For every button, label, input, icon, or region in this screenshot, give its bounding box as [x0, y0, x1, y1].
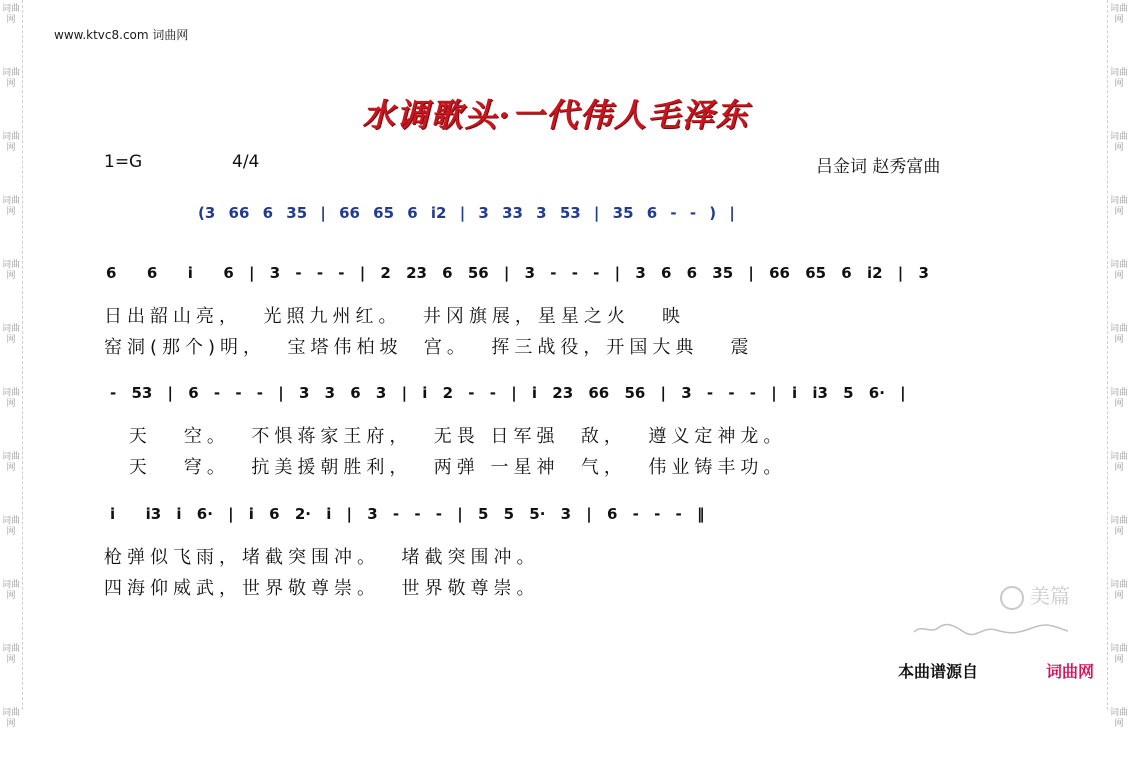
watermark-text: 词曲网 [1109, 452, 1128, 473]
lyric-line-3b: 四海仰威武，世界敬尊崇。 世界敬尊崇。 [104, 578, 540, 599]
notation-line-2: - 53 | 6 - - - | 3 3 6 3 | i 2 - - | i 23 66 56 | 3 - - - | i i3 5 6· | [110, 384, 906, 402]
meipian-logo [1000, 580, 1070, 610]
lyric-line-1a: 日出韶山亮， 光照九州红。 井冈旗展，星星之火 映 [104, 306, 686, 327]
logo-circle-icon [1000, 586, 1024, 610]
watermark-text: 词曲网 [1109, 324, 1128, 345]
watermark-text: 词曲网 [1109, 388, 1128, 409]
watermark-text: 词曲网 [1109, 260, 1128, 281]
watermark-text: 词曲网 [1109, 708, 1128, 729]
time-signature: 4/4 [232, 152, 260, 172]
watermark-text: 词曲网 [1109, 4, 1128, 25]
watermark-text: 词曲网 [1109, 516, 1128, 537]
watermark-text: 词曲网 [1109, 132, 1128, 153]
watermark-text: 词曲网 [1, 452, 20, 473]
site-url: www.ktvc8.com 词曲网 [54, 28, 189, 42]
watermark-text: 词曲网 [1, 580, 20, 601]
source-site-link[interactable]: 词曲网 [1046, 662, 1095, 681]
watermark-text: 词曲网 [1, 516, 20, 537]
watermark-text: 词曲网 [1109, 196, 1128, 217]
right-watermark-strip [1107, 0, 1130, 729]
source-label: 本曲谱源自 [898, 662, 979, 681]
notation-line-3: i i3 i 6· | i 6 2· i | 3 - - - | 5 5 5· 3 | 6 - - - ‖ [110, 505, 705, 523]
watermark-text: 词曲网 [1, 324, 20, 345]
signature-scribble [912, 622, 1072, 636]
lyric-line-3a: 枪弹似飞雨，堵截突围冲。 堵截突围冲。 [104, 547, 540, 568]
song-title: 水调歌头·一代伟人毛泽东 [362, 96, 750, 134]
intro-notation: (3 66 6 35 | 66 65 6 i2 | 3 33 3 53 | 35 6 - - ) | [198, 204, 735, 222]
lyric-line-1b: 窑洞(那个)明， 宝塔伟柏坡 宫。 挥三战役，开国大典 震 [104, 337, 754, 358]
watermark-text: 词曲网 [1, 708, 20, 729]
watermark-text: 词曲网 [1109, 644, 1128, 665]
lyric-line-2b: 天 穹。 抗美援朝胜利， 两弹 一星神 气， 伟业铸丰功。 [118, 457, 787, 478]
watermark-text: 词曲网 [1, 4, 20, 25]
notation-line-1: 6 6 i 6 | 3 - - - | 2 23 6 56 | 3 - - - | 3 6 6 35 | 66 65 6 i2 | 3 [106, 264, 929, 282]
watermark-text: 词曲网 [1109, 68, 1128, 89]
watermark-text: 词曲网 [1, 132, 20, 153]
watermark-text: 词曲网 [1, 644, 20, 665]
credits: 吕金词 赵秀富曲 [816, 157, 941, 177]
watermark-text: 词曲网 [1109, 580, 1128, 601]
watermark-text: 词曲网 [1, 260, 20, 281]
left-watermark-strip [0, 0, 23, 729]
watermark-text: 词曲网 [1, 68, 20, 89]
key-signature: 1=G [104, 152, 143, 172]
watermark-text: 词曲网 [1, 196, 20, 217]
logo-text: 美篇 [1030, 584, 1070, 608]
lyric-line-2a: 天 空。 不惧蒋家王府， 无畏 日军强 敌， 遵义定神龙。 [118, 426, 787, 447]
watermark-text: 词曲网 [1, 388, 20, 409]
